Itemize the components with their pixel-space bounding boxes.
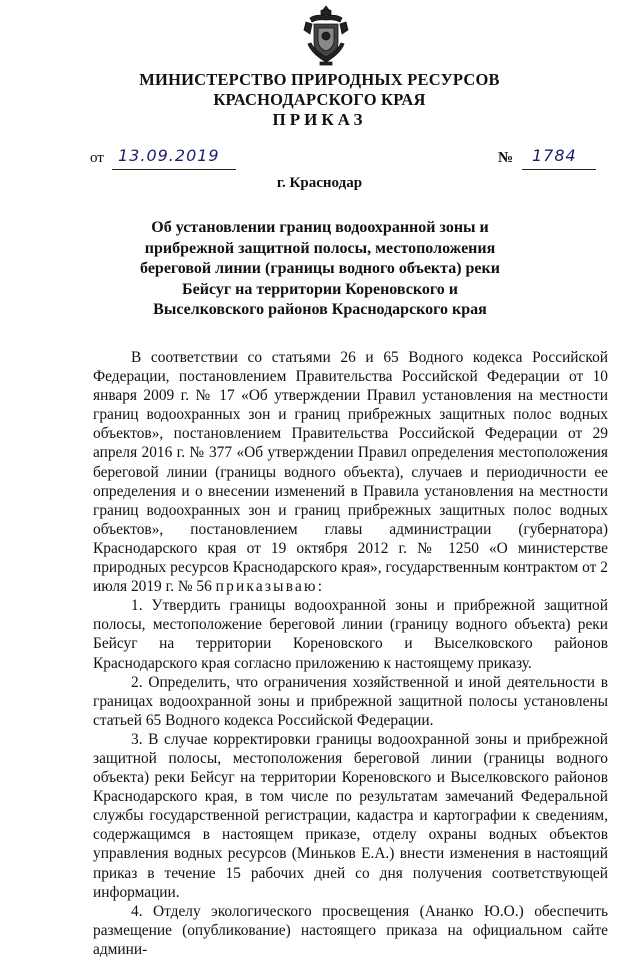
subject-line: Об установлении границ водоохранной зоны и (151, 219, 489, 236)
item-1-paragraph: 1. Утвердить границы водоохранной зоны и прибрежной защитной полосы, местоположение береговой линии (границу водного объекта) реки Бейсуг на территории Кореновского и Выселковского районов Краснодарского края согласно приложению к настоящему приказу. (93, 597, 608, 672)
number-label: № (498, 150, 514, 166)
ministry-name-line2: КРАСНОДАРСКОГО КРАЯ (213, 90, 426, 109)
number-underline (522, 169, 596, 170)
preamble-paragraph (93, 348, 608, 596)
item-4-paragraph: 4. Отделу экологического просвещения (Ананко Ю.О.) обеспечить размещение (опубликование) настоящего приказа на официальном сайте админи- (93, 902, 608, 958)
order-keyword: приказываю: (215, 578, 325, 596)
city: г. Краснодар (276, 175, 363, 191)
date-label: от (90, 150, 104, 166)
subject-line: Выселковского районов Краснодарского края (153, 301, 487, 318)
order-title: ПРИКАЗ (272, 110, 367, 129)
order-number: 1784 (532, 146, 577, 165)
date-underline (112, 169, 236, 170)
subject-line: прибрежной защитной полосы, местоположения (144, 239, 496, 257)
order-date: 13.09.2019 (118, 146, 220, 165)
order-body (93, 348, 608, 959)
subject-line: береговой линии (границы водного объекта) реки (140, 260, 500, 277)
preamble-text: В соответствии со статьями 26 и 65 Водного кодекса Российской Федерации, постановлением Правительства Российской Федерации от 10 января 2009 г. № 17 «Об утверждении Правил установления на местности границ водоохранных зон и границ прибрежных защитных полос водных объектов», постановлением Правительства Российской Федерации от 29 апреля 2016 г. № 377 «Об утверждении Правил определения местоположения береговой линии (границы водного объекта), случаев и периодичности ее определения и о внесении изменений в Правила установления на местности границ водоохранных зон и границ прибрежных защитных полос водных объектов», постановлением главы администрации (губернатора) Краснодарского края от 19 октября 2012 г. № 1250 «О министерстве природных ресурсов Краснодарского края», государственным контрактом от 2 июля 2019 г. № 56 (93, 349, 608, 596)
order-subject (100, 218, 540, 321)
item-3-paragraph: 3. В случае корректировки границы водоохранной зоны и прибрежной защитной полосы, местоположения береговой линии (границы водного объекта) реки Бейсуг на территории Кореновского и Выселковского районов Краснодарского края, в том числе по результатам замечаний Федеральной службы государственной регистрации, кадастра и картографии к сведениям, содержащимся в настоящем приказе, отделу охраны водных объектов управления водных ресурсов (Миньков Е.А.) внести изменения в настоящий приказ в течение 15 рабочих дней со дня получения соответствующей информации. (93, 730, 608, 901)
ministry-name-line1: МИНИСТЕРСТВО ПРИРОДНЫХ РЕСУРСОВ (139, 70, 500, 89)
subject-line: Бейсуг на территории Кореновского и (182, 280, 458, 298)
krasnodar-coat-of-arms-icon (300, 4, 352, 66)
item-2-paragraph: 2. Определить, что ограничения хозяйственной и иной деятельности в границах водоохранной зоны и прибрежной защитной полосы установлены статьей 65 Водного кодекса Российской Федерации. (93, 673, 608, 729)
